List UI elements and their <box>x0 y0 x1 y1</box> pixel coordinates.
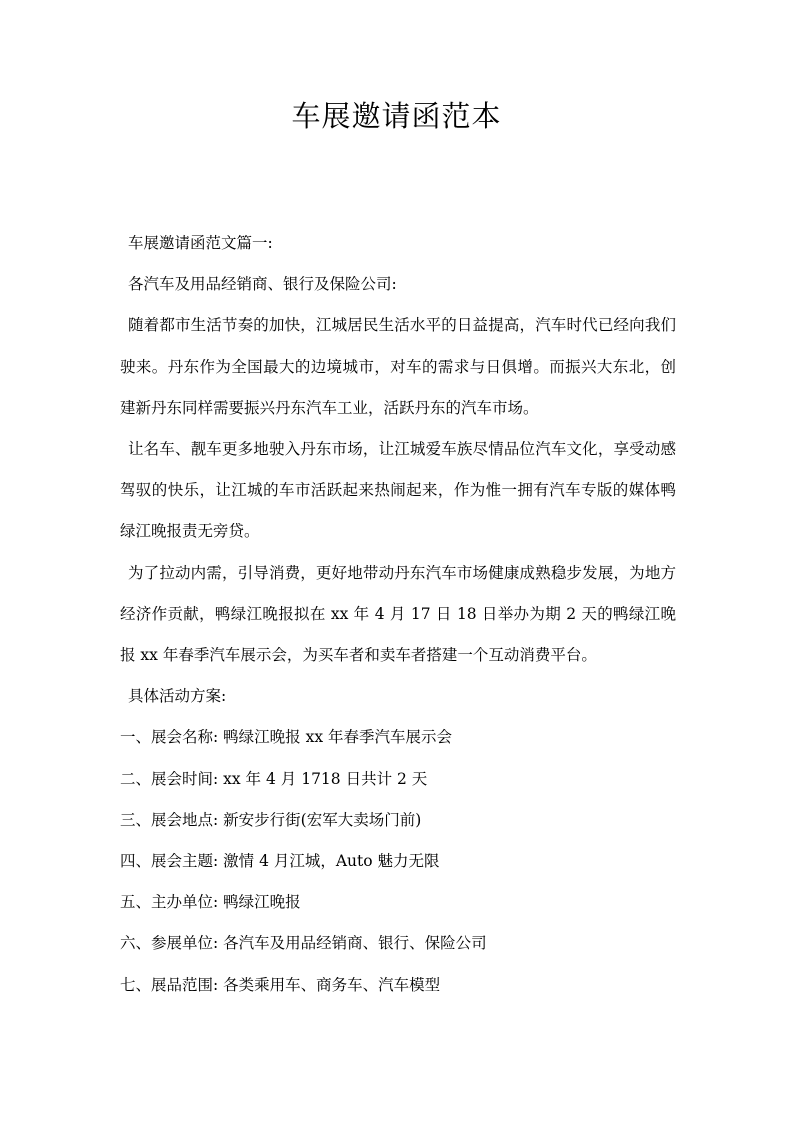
list-item-exhibitors: 六、参展单位: 各汽车及用品经销商、银行、保险公司 <box>120 934 487 953</box>
list-item-name: 一、展会名称: 鸭绿江晚报 xx 年春季汽车展示会 <box>120 728 452 747</box>
list-item-time: 二、展会时间: xx 年 4 月 1718 日共计 2 天 <box>120 769 428 788</box>
list-item-organizer: 五、主办单位: 鸭绿江晚报 <box>120 893 301 912</box>
document-body <box>120 223 676 1006</box>
paragraph-plan-heading: 具体活动方案: <box>128 687 227 706</box>
list-item-exhibit-scope: 七、展品范围: 各类乘用车、商务车、汽车模型 <box>120 975 441 994</box>
paragraph-motivation: 让名车、靓车更多地驶入丹东市场，让江城爱车族尽情品位汽车文化，享受动感驾驭的快乐，让江城的车市活跃起来热闹起来，作为惟一拥有汽车专版的媒体鸭绿江晚报责无旁贷。 <box>120 440 676 541</box>
paragraph-intro: 随着都市生活节奏的加快，江城居民生活水平的日益提高，汽车时代已经向我们驶来。丹东作为全国最大的边境城市，对车的需求与日俱增。而振兴大东北，创建新丹东同样需要振兴丹东汽车工业，活跃丹东的汽车市场。 <box>120 316 676 417</box>
document-title: 车展邀请函范本 <box>291 99 502 133</box>
paragraph-purpose: 为了拉动内需，引导消费，更好地带动丹东汽车市场健康成熟稳步发展，为地方经济作贡献，鸭绿江晚报拟在 xx 年 4 月 17 日 18 日举办为期 2 天的鸭绿江晚报 xx 年春季汽车展示会，为买车者和卖车者搭建一个互动消费平台。 <box>120 563 676 665</box>
paragraph-salutation: 各汽车及用品经销商、银行及保险公司: <box>128 275 397 294</box>
paragraph-heading: 车展邀请函范文篇一: <box>128 234 273 252</box>
list-item-location: 三、展会地点: 新安步行街(宏军大卖场门前) <box>120 810 422 829</box>
list-item-theme: 四、展会主题: 激情 4 月江城，Auto 魅力无限 <box>120 852 440 871</box>
